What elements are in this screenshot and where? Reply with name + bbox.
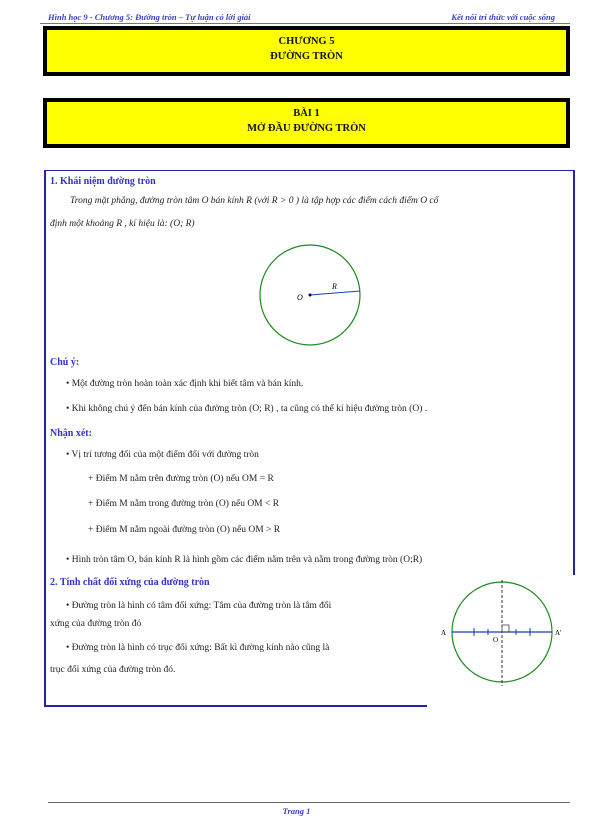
note-item-2: • Khi không chú ý đến bán kính của đường tròn (O; R) , ta cũng có thể kí hiệu đường tròn (O) . xyxy=(66,404,428,414)
note-item-1: • Một đường tròn hoàn toàn xác định khi biết tâm và bán kính. xyxy=(66,379,304,389)
center-label: O xyxy=(297,293,303,302)
remark-title: Nhận xét: xyxy=(50,428,92,439)
section1-title: 1. Khái niệm đường tròn xyxy=(50,176,156,187)
footer-divider xyxy=(48,802,570,803)
point-a-label: A xyxy=(441,629,447,637)
frame-right-border xyxy=(573,170,575,575)
chapter-title: ĐƯỜNG TRÒN xyxy=(270,51,343,62)
center-point xyxy=(309,294,312,297)
remark-disc-text: Hình tròn tâm O, bán kính R là hình gồm các điểm nằm trên và nằm trong đường tròn (O;R) xyxy=(71,555,423,565)
radius-line xyxy=(310,291,360,295)
frame-bottom-border xyxy=(44,705,427,707)
remark-disc: • Hình tròn tâm O, bán kính R là hình gồm các điểm nằm trên và nằm trong đường tròn (O;R) xyxy=(66,555,423,565)
section2-title: 2. Tính chất đối xứng của đường tròn xyxy=(50,577,210,588)
chapter-number: CHƯƠNG 5 xyxy=(278,36,335,47)
right-angle-mark xyxy=(502,625,509,632)
center-o-label: O xyxy=(493,636,499,644)
lesson-banner xyxy=(43,98,570,148)
frame-left-border xyxy=(44,170,46,705)
frame-top-border xyxy=(44,170,574,171)
section1-definition-line1: Trong mặt phẳng, đường tròn tâm O bán kính R (với R > 0 ) là tập hợp các điểm cách điểm O cố xyxy=(70,196,439,206)
remark-intro: • Vị trí tương đối của một điểm đối với đường tròn xyxy=(66,450,259,460)
remark-case-inside: + Điểm M nằm trong đường tròn (O) nếu OM < R xyxy=(88,499,280,509)
lesson-title: MỞ ĐẦU ĐƯỜNG TRÒN xyxy=(247,123,366,134)
remark-case-outside: + Điểm M nằm ngoài đường tròn (O) nếu OM > R xyxy=(88,525,281,535)
page-number: Trang 1 xyxy=(282,806,311,816)
symmetry-figure xyxy=(440,578,570,696)
section2-p1-line1: • Đường tròn là hình có tâm đối xứng: Tâm của đường tròn là tâm đối xyxy=(66,601,332,611)
remark-intro-text: Vị trí tương đối của một điểm đối với đường tròn xyxy=(71,450,259,460)
chapter-banner xyxy=(43,26,570,76)
section2-p2-line1: • Đường tròn là hình có trục đối xứng: Bất kì đường kính nào cũng là xyxy=(66,643,330,653)
radius-label: R xyxy=(332,282,337,291)
section1-definition-line2: định một khoảng R , kí hiệu là: (O; R) xyxy=(50,219,195,229)
note-title: Chú ý: xyxy=(50,357,80,368)
section2-p2-line2: trục đối xứng của đường tròn đó. xyxy=(50,665,176,675)
note-item-1-text: Một đường tròn hoàn toàn xác định khi biết tâm và bán kính. xyxy=(71,379,304,389)
point-a-prime-label: A' xyxy=(555,629,562,637)
section2-p1-line2: xứng của đường tròn đó xyxy=(50,619,142,629)
circle-figure xyxy=(250,240,370,350)
header-divider xyxy=(40,23,570,24)
header-left-text: Hình học 9 - Chương 5: Đường tròn – Tự luận có lời giải xyxy=(48,12,251,22)
lesson-number: BÀI 1 xyxy=(293,108,320,119)
header-right-text: Kết nối tri thức với cuộc sống xyxy=(451,12,555,22)
remark-case-on: + Điểm M nằm trên đường tròn (O) nếu OM = R xyxy=(88,474,274,484)
note-item-2-text: Khi không chú ý đến bán kính của đường tròn (O; R) , ta cũng có thể kí hiệu đường tròn (O) . xyxy=(71,404,428,414)
